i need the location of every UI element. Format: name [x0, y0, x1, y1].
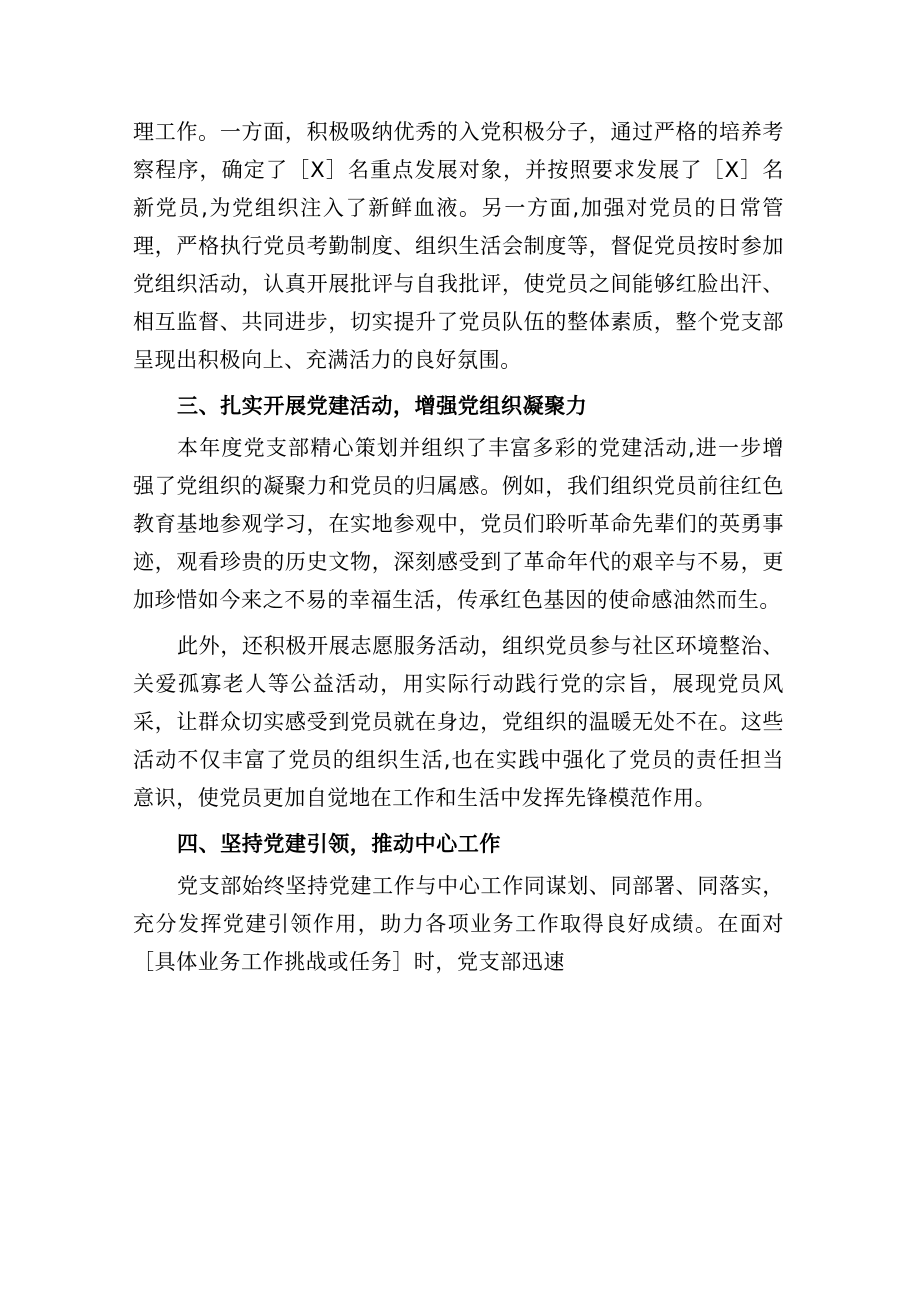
body-paragraph-team-management: 理工作。一方面，积极吸纳优秀的入党积极分子，通过严格的培养考察程序，确定了［X］名重点发展对象，并按照要求发展了［X］名新党员,为党组织注入了新鲜血液。另一方面,加强对党员的日常管理，严格执行党员考勤制度、组织生活会制度等，督促党员按时参加党组织活动，认真开展批评与自我批评，使党员之间能够红脸出汗、相互监督、共同进步，切实提升了党员队伍的整体素质，整个党支部呈现出积极向上、充满活力的良好氛围。 — [133, 120, 784, 372]
section-heading-party-activities: 三、扎实开展党建活动，增强党组织凝聚力 — [177, 394, 588, 418]
body-paragraph-volunteer-service: 此外，还积极开展志愿服务活动，组织党员参与社区环境整治、关爱孤寡老人等公益活动，用实际行动践行党的宗旨，展现党员风采，让群众切实感受到党员就在身边，党组织的温暖无处不在。这些活动不仅丰富了党员的组织生活,也在实践中强化了党员的责任担当意识，使党员更加自觉地在工作和生活中发挥先锋模范作用。 — [133, 634, 784, 810]
body-paragraph-red-education: 本年度党支部精心策划并组织了丰富多彩的党建活动,进一步增强了党组织的凝聚力和党员的归属感。例如，我们组织党员前往红色教育基地参观学习，在实地参观中，党员们聆听革命先辈们的英勇事迹，观看珍贵的历史文物，深刻感受到了革命年代的艰辛与不易，更加珍惜如今来之不易的幸福生活，传承红色基因的使命感油然而生。 — [133, 436, 784, 612]
body-paragraph-party-leadership: 党支部始终坚持党建工作与中心工作同谋划、同部署、同落实，充分发挥党建引领作用，助力各项业务工作取得良好成绩。在面对［具体业务工作挑战或任务］时，党支部迅速 — [133, 874, 784, 974]
section-heading-central-work: 四、坚持党建引领，推动中心工作 — [177, 832, 501, 856]
